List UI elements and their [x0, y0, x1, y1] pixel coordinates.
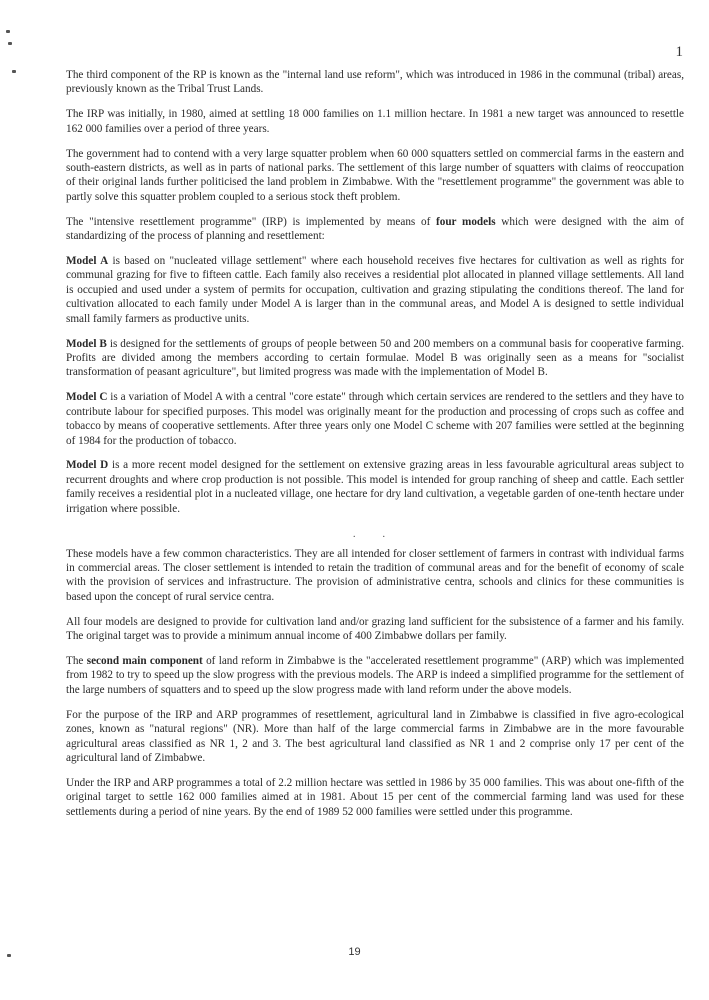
paragraph: These models have a few common characteristics. They are all intended for closer settlement of farmers in contrast with individual farms in commercial areas. The closer settlement is intended to retain the tradition of communal areas and for the benefit of economy of scale with the provision of services and infrastructure. The provision of administrative centra, schools and clinics for these communities is based upon the concept of rural service centra. — [66, 547, 684, 603]
scan-artifact — [12, 70, 16, 73]
text-run: which were designed with the aim of standardizing of the process of planning and resettlement: — [66, 215, 684, 243]
model-label: Model C — [66, 391, 108, 404]
corner-number: 1 — [675, 44, 683, 60]
model-label: Model B — [66, 337, 107, 350]
paragraph-model-c — [66, 390, 684, 448]
text-run: The — [66, 655, 87, 667]
model-text: is based on "nucleated village settlement" where each household receives five hectares for cultivation as well as rights for communal grazing for five to fifteen cattle. Each family also receives a residential plot allocated in planned village settlements. All land is occupied and used under a system of permits for occupation, cultivation and grazing stipulating the conditions thereof. The land for cultivation allocated to each family under Model A is larger than in the communal areas, and Model A is designed to settle individual small family farmers as productive units. — [66, 255, 684, 325]
model-label: Model A — [66, 255, 109, 268]
model-label: Model D — [66, 459, 109, 472]
paragraph-four-models — [66, 215, 684, 244]
bold-term: four models — [436, 215, 496, 228]
paragraph: For the purpose of the IRP and ARP programmes of resettlement, agricultural land in Zimbabwe is classified in five agro-ecological zones, known as "natural regions" (NR). More than half of the large commercial farms in Zimbabwe are in the more favourable agricultural areas classified as NR 1, 2 and 3. The best agricultural land classified as NR 1 and 2 comprise only 17 per cent of the agricultural land of Zimbabwe. — [66, 708, 684, 764]
model-text: is designed for the settlements of groups of people between 50 and 200 members on a communal basis for cooperative farming. Profits are divided among the members according to certain formulae. Model B was originally seen as a means for "socialist transformation of peasant agriculture", but limited progress was made with the implementation of Model B. — [66, 337, 684, 379]
scan-artifact — [6, 30, 10, 33]
paragraph-model-b — [66, 337, 684, 380]
paragraph: Under the IRP and ARP programmes a total of 2.2 million hectare was settled in 1986 by 35 000 families. This was about one-fifth of the original target to settle 162 000 families aimed at in 1981. About 15 per cent of the commercial farming land was used for these settlements during a period of nine years. By the end of 1989 52 000 families were settled under this programme. — [66, 776, 684, 818]
bold-term: second main component — [86, 655, 203, 667]
document-body — [66, 68, 684, 830]
paragraph: The government had to contend with a very large squatter problem when 60 000 squatters settled on commercial farms in the eastern and south-eastern districts, as well as in parts of national parks. The settlement of this large number of squatters with claims of reoccupation of their original lands further politicised the land problem in Zimbabwe. With the "resettlement programme" the government was able to partly solve this squatter problem coupled to a serious stock theft problem. — [66, 147, 684, 203]
section-divider: . . — [352, 527, 398, 540]
paragraph-model-d — [66, 458, 684, 516]
text-run: of land reform in Zimbabwe is the "accelerated resettlement programme" (ARP) which was implemented from 1982 to try to speed up the slow progress with the previous models. The ARP is indeed a simplified programme for the settlement of the large numbers of squatters and to speed up the slow progress made with land reform under the above models. — [66, 655, 684, 696]
paragraph-second-component — [66, 654, 684, 697]
page-number: 19 — [348, 946, 361, 958]
model-text: is a variation of Model A with a central "core estate" through which certain services are rendered to the settlers and they have to contribute labour for specified purposes. This model was originally meant for the production and processing of crops such as coffee and tobacco by means of cooperative settlements. After three years only one Model C scheme with 207 families were settled at the beginning of 1984 for the production of tobacco. — [66, 391, 685, 447]
paragraph: The third component of the RP is known as the "internal land use reform", which was introduced in 1986 in the communal (tribal) areas, previously known as the Tribal Trust Lands. — [66, 69, 684, 96]
paragraph: The IRP was initially, in 1980, aimed at settling 18 000 families on 1.1 million hectare. In 1981 a new target was announced to resettle 162 000 families over a period of three years. — [66, 108, 684, 135]
paragraph: All four models are designed to provide for cultivation land and/or grazing land sufficient for the subsistence of a farmer and his family. The original target was to provide a minimum annual income of 400 Zimbabwe dollars per family. — [66, 615, 684, 643]
scan-artifact — [8, 42, 12, 45]
paragraph-model-a — [66, 254, 684, 326]
text-run: The "intensive resettlement programme" (IRP) is implemented by means of — [66, 215, 436, 228]
model-text: is a more recent model designed for the settlement on extensive grazing areas in less favourable agricultural areas subject to recurrent droughts and where crop production is not possible. This model is intended for group ranching of sheep and cattle. Each settler family receives a residential plot in a nucleated village, one hectare for dry land cultivation, a vegetable garden of one-tenth hectare under irrigation where possible. — [66, 459, 684, 515]
